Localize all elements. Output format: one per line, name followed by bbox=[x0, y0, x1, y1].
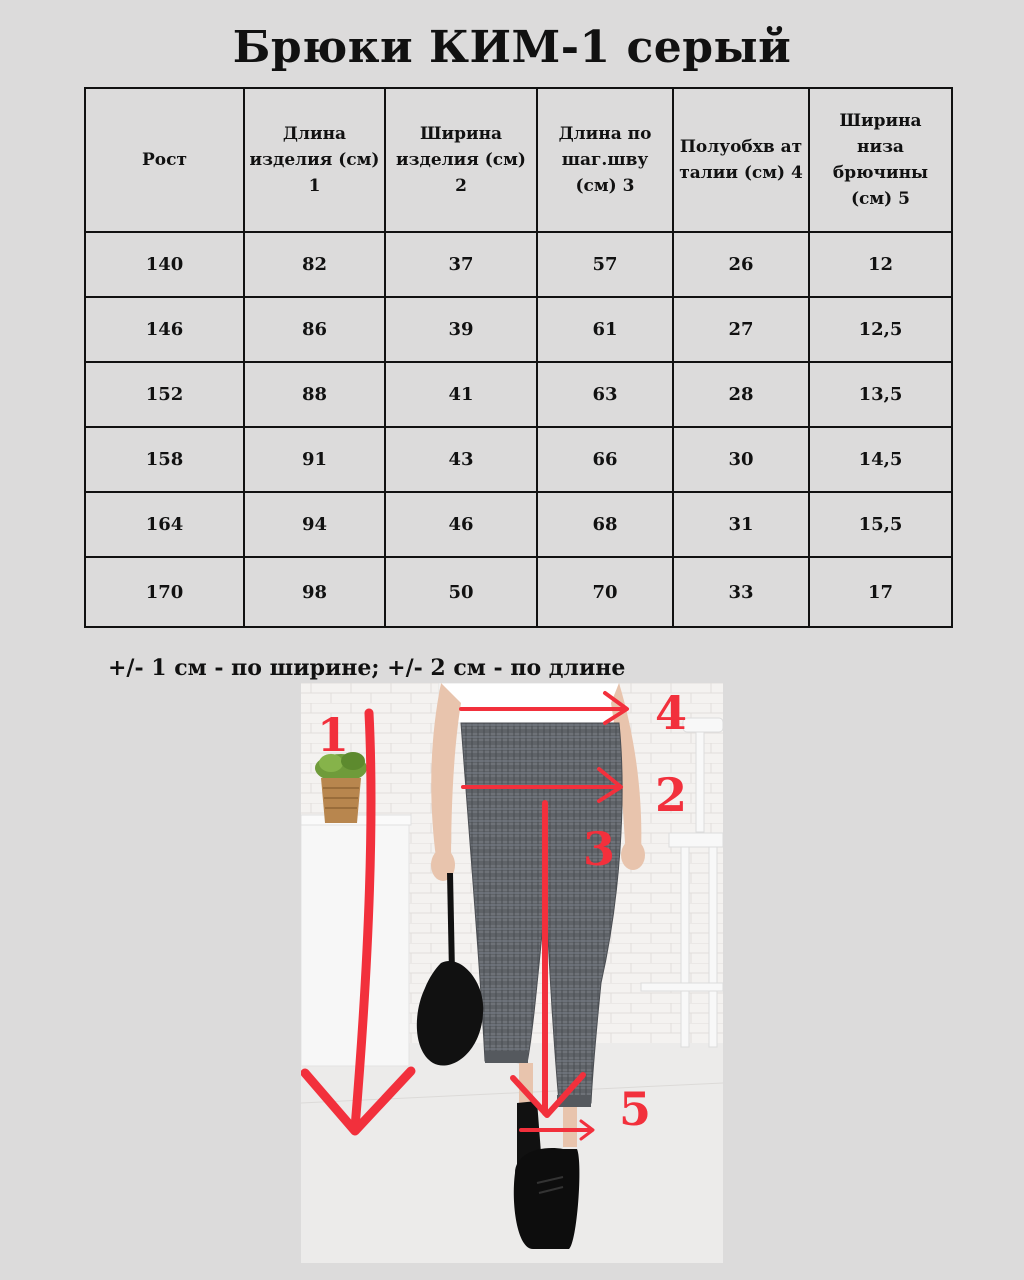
table-cell: 13,5 bbox=[809, 362, 952, 427]
table-cell: 27 bbox=[673, 297, 809, 362]
table-cell: 41 bbox=[385, 362, 537, 427]
table-cell: 170 bbox=[85, 557, 244, 627]
table-row bbox=[85, 427, 952, 492]
table-cell: 68 bbox=[537, 492, 673, 557]
table-row bbox=[85, 557, 952, 627]
table-cell: 14,5 bbox=[809, 427, 952, 492]
table-cell: 140 bbox=[85, 232, 244, 297]
table-cell: 57 bbox=[537, 232, 673, 297]
table-cell: 37 bbox=[385, 232, 537, 297]
table-cell: 12,5 bbox=[809, 297, 952, 362]
marker-4: 4 bbox=[655, 686, 688, 740]
product-photo bbox=[301, 683, 723, 1263]
table-header-row bbox=[85, 88, 952, 232]
table-cell: 88 bbox=[244, 362, 385, 427]
table-cell: 164 bbox=[85, 492, 244, 557]
table-cell: 46 bbox=[385, 492, 537, 557]
table-cell: 28 bbox=[673, 362, 809, 427]
table-cell: 50 bbox=[385, 557, 537, 627]
page-title: Брюки КИМ-1 серый bbox=[232, 22, 792, 73]
table-cell: 70 bbox=[537, 557, 673, 627]
table-row bbox=[85, 492, 952, 557]
table-cell: 26 bbox=[673, 232, 809, 297]
table-cell: 31 bbox=[673, 492, 809, 557]
table-cell: 43 bbox=[385, 427, 537, 492]
table-cell: 33 bbox=[673, 557, 809, 627]
tolerance-note: +/- 1 см - по ширине; +/- 2 см - по длине bbox=[108, 655, 626, 681]
white-top bbox=[439, 683, 623, 723]
table-cell: 94 bbox=[244, 492, 385, 557]
table-cell: 61 bbox=[537, 297, 673, 362]
marker-1: 1 bbox=[317, 708, 350, 762]
table-row bbox=[85, 362, 952, 427]
table-cell: 30 bbox=[673, 427, 809, 492]
table-cell: 66 bbox=[537, 427, 673, 492]
header-hem-width: Ширина низа брючины (см) 5 bbox=[809, 88, 952, 232]
table-cell: 91 bbox=[244, 427, 385, 492]
table-row bbox=[85, 297, 952, 362]
table-cell: 15,5 bbox=[809, 492, 952, 557]
stool-left bbox=[301, 815, 411, 1066]
table-cell: 98 bbox=[244, 557, 385, 627]
table-cell: 146 bbox=[85, 297, 244, 362]
size-table bbox=[84, 87, 953, 628]
header-length: Длина изделия (см) 1 bbox=[244, 88, 385, 232]
table-cell: 158 bbox=[85, 427, 244, 492]
header-half-waist: Полуобхв ат талии (см) 4 bbox=[673, 88, 809, 232]
marker-3: 3 bbox=[583, 822, 616, 876]
shoe-right bbox=[514, 1148, 580, 1249]
table-cell: 82 bbox=[244, 232, 385, 297]
header-inseam: Длина по шаг.шву (см) 3 bbox=[537, 88, 673, 232]
table-cell: 63 bbox=[537, 362, 673, 427]
header-height: Рост bbox=[85, 88, 244, 232]
table-cell: 86 bbox=[244, 297, 385, 362]
table-row bbox=[85, 232, 952, 297]
table-cell: 39 bbox=[385, 297, 537, 362]
marker-5: 5 bbox=[619, 1082, 652, 1136]
table-cell: 17 bbox=[809, 557, 952, 627]
table-cell: 152 bbox=[85, 362, 244, 427]
header-width: Ширина изделия (см) 2 bbox=[385, 88, 537, 232]
marker-2: 2 bbox=[655, 768, 688, 822]
table-cell: 12 bbox=[809, 232, 952, 297]
